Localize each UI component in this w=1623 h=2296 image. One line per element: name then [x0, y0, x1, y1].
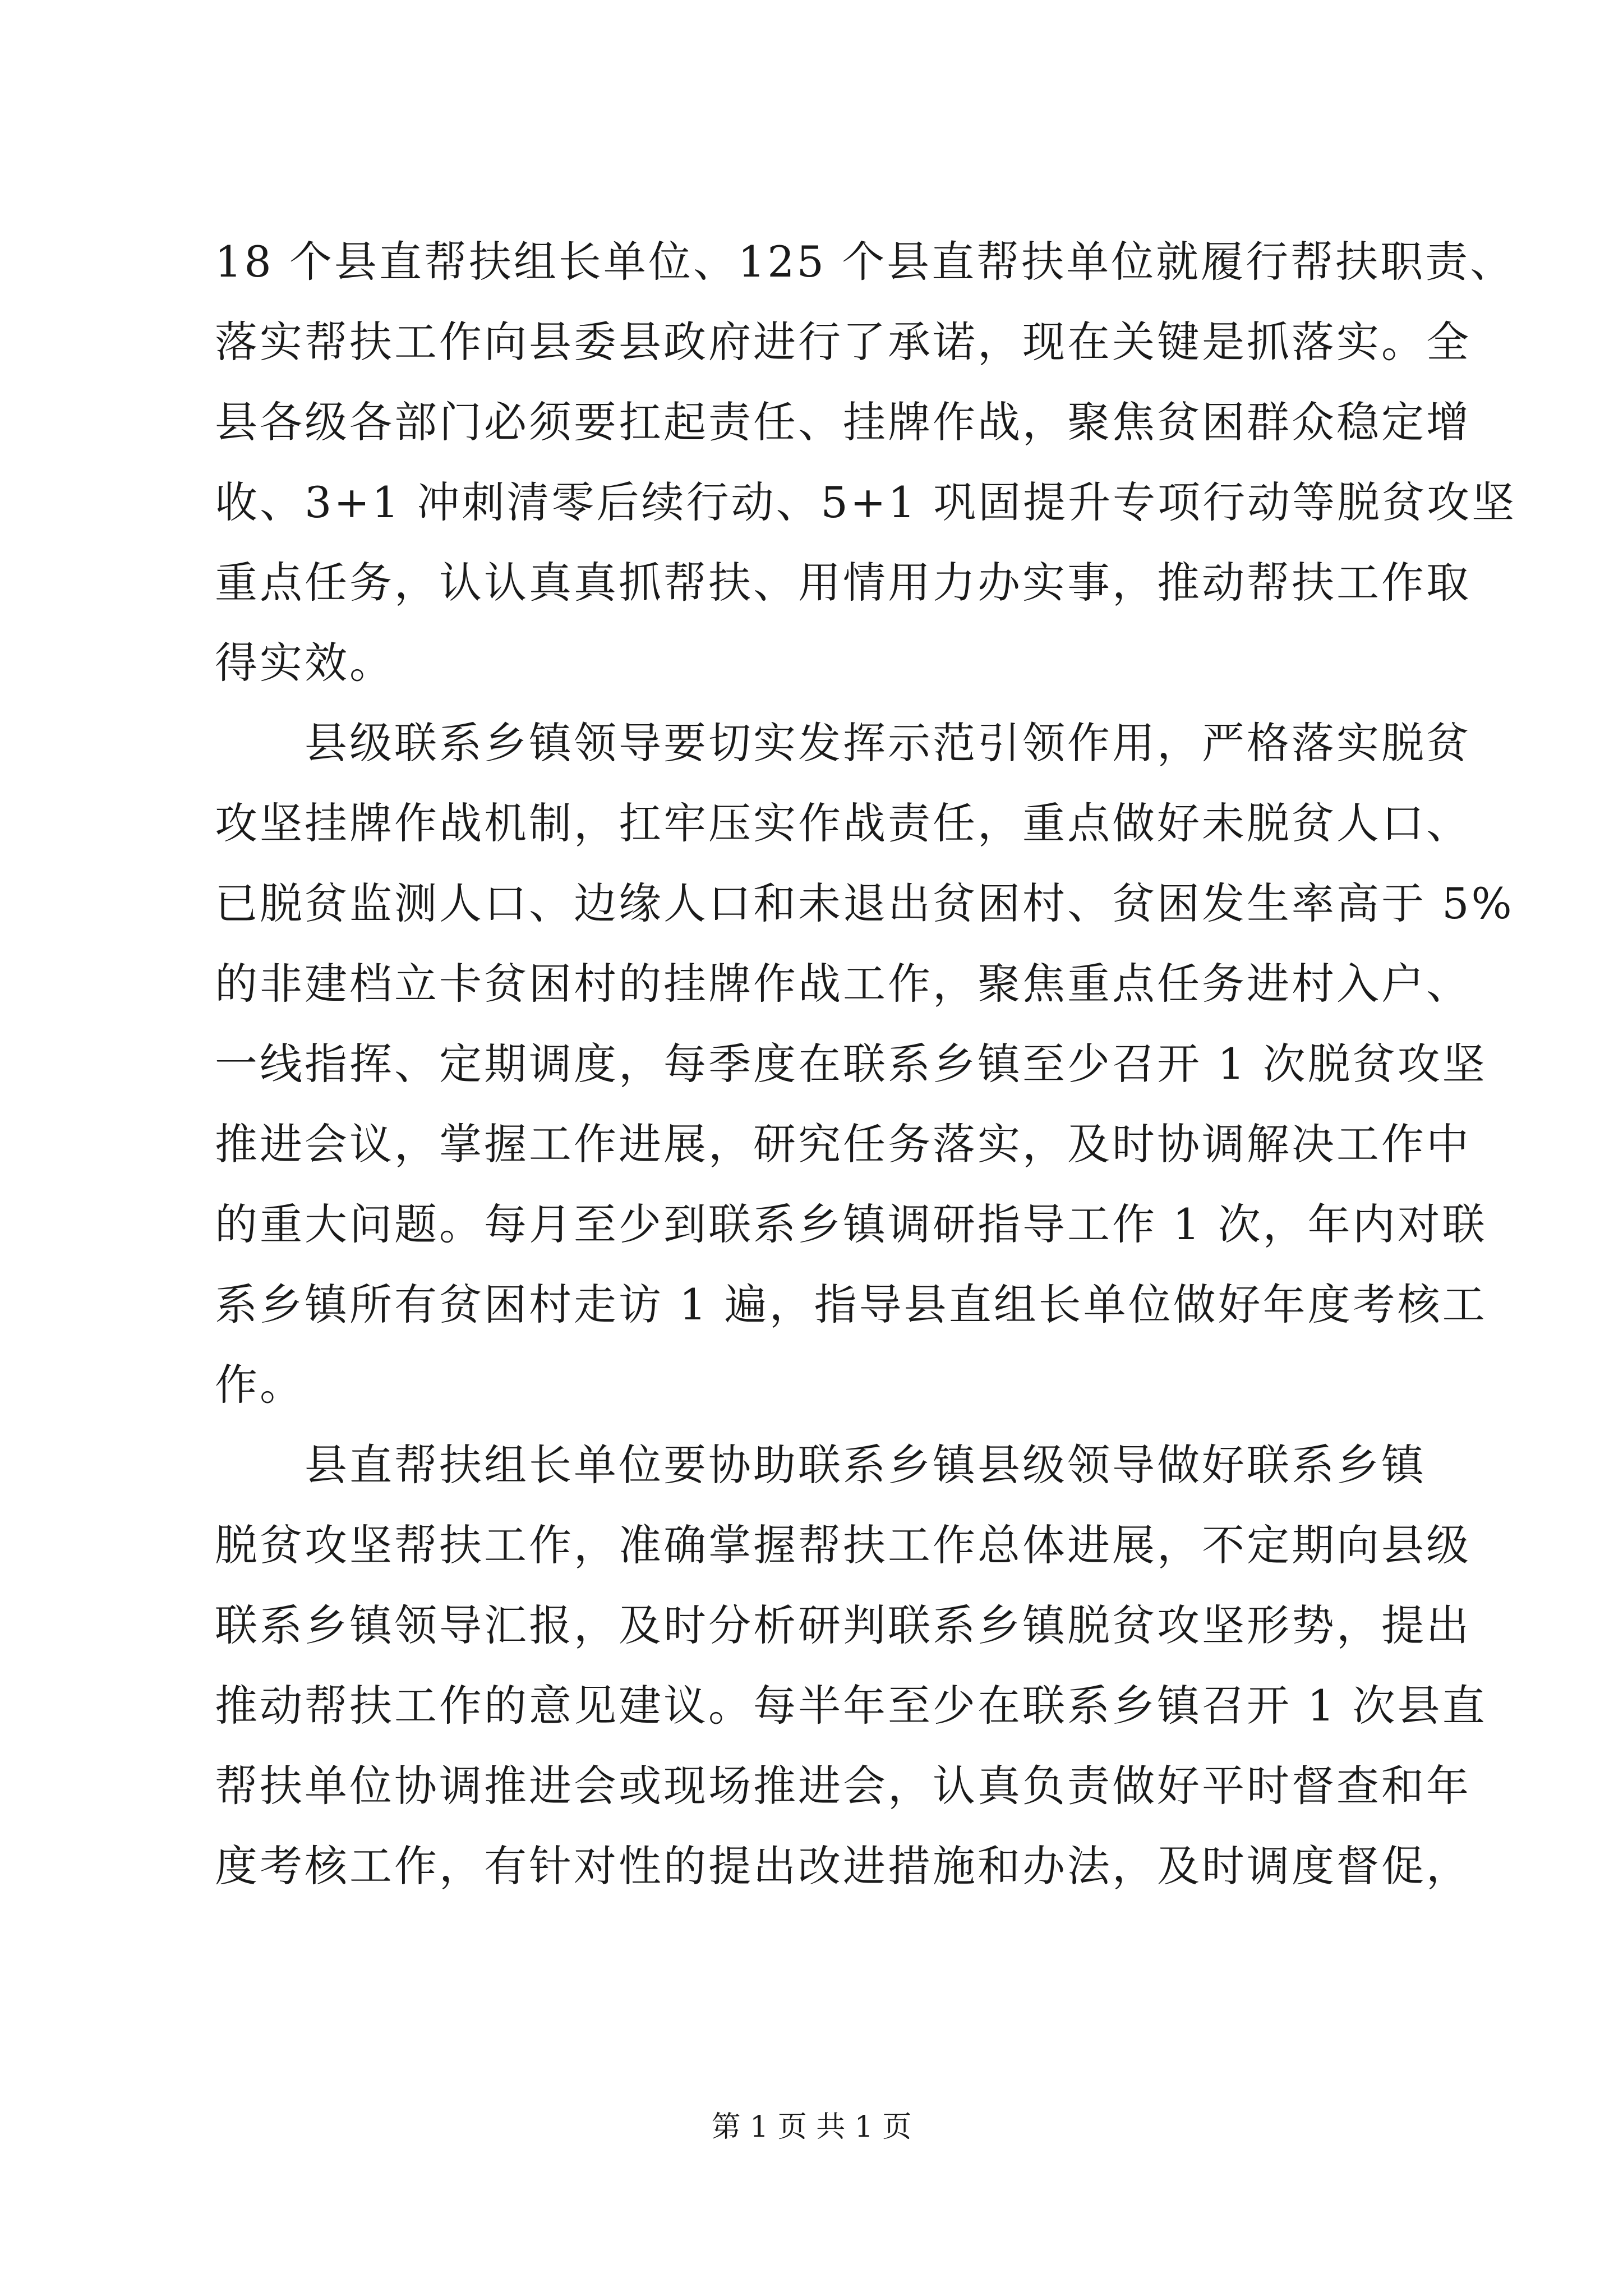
body-line: 落实帮扶工作向县委县政府进行了承诺，现在关键是抓落实。全: [215, 317, 1471, 367]
body-line: 县级联系乡镇领导要切实发挥示范引领作用，严格落实脱贫: [215, 718, 1471, 768]
body-line: 得实效。: [215, 638, 394, 688]
body-line: 县各级各部门必须要扛起责任、挂牌作战，聚焦贫困群众稳定增: [215, 397, 1471, 447]
document-body: [215, 222, 1517, 1906]
body-line: 系乡镇所有贫困村走访 1 遍，指导县直组长单位做好年度考核工: [215, 1280, 1487, 1329]
body-line: 联系乡镇领导汇报，及时分析研判联系乡镇脱贫攻坚形势，提出: [215, 1600, 1471, 1650]
body-line: 的非建档立卡贫困村的挂牌作战工作，聚焦重点任务进村入户、: [215, 959, 1471, 1009]
body-line: 的重大问题。每月至少到联系乡镇调研指导工作 1 次，年内对联: [215, 1199, 1487, 1249]
body-line: 推动帮扶工作的意见建议。每半年至少在联系乡镇召开 1 次县直: [215, 1681, 1487, 1731]
body-line: 脱贫攻坚帮扶工作，准确掌握帮扶工作总体进展，不定期向县级: [215, 1520, 1471, 1570]
body-line: 攻坚挂牌作战机制，扛牢压实作战责任，重点做好未脱贫人口、: [215, 798, 1471, 848]
body-line: 度考核工作，有针对性的提出改进措施和办法，及时调度督促，: [215, 1841, 1471, 1891]
body-line: 已脱贫监测人口、边缘人口和未退出贫困村、贫困发生率高于 5%: [215, 878, 1514, 928]
body-line: 县直帮扶组长单位要协助联系乡镇县级领导做好联系乡镇: [215, 1440, 1426, 1490]
body-line: 一线指挥、定期调度，每季度在联系乡镇至少召开 1 次脱贫攻坚: [215, 1039, 1487, 1089]
body-line: 帮扶单位协调推进会或现场推进会，认真负责做好平时督查和年: [215, 1761, 1471, 1811]
body-line: 推进会议，掌握工作进展，研究任务落实，及时协调解决工作中: [215, 1119, 1471, 1169]
body-line: 重点任务，认认真真抓帮扶、用情用力办实事，推动帮扶工作取: [215, 558, 1471, 608]
body-line: 18 个县直帮扶组长单位、125 个县直帮扶单位就履行帮扶职责、: [215, 237, 1515, 287]
body-line: 作。: [215, 1360, 305, 1410]
page-footer: 第 1 页 共 1 页: [711, 2110, 912, 2144]
body-line: 收、3+1 冲刺清零后续行动、5+1 巩固提升专项行动等脱贫攻坚: [215, 477, 1517, 527]
